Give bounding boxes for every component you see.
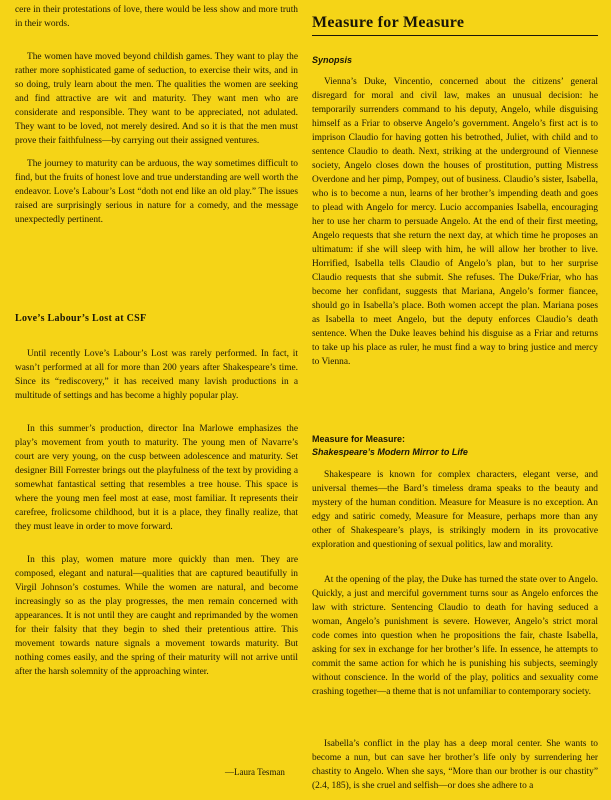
section-heading-2-line2: Shakespeare’s Modern Mirror to Life: [312, 447, 468, 457]
left-section-heading: Love’s Labour’s Lost at CSF: [15, 313, 147, 324]
left-paragraph-1: cere in their protestations of love, there would be less show and more truth in their words.: [15, 5, 298, 29]
synopsis-heading: Synopsis: [312, 55, 353, 65]
right-paragraph-2: Shakespeare is known for complex characters, elegant verse, and universal themes—the Bard’s timeless drama speaks to the beauty and mystery of the human condition. Measure for Measure is no exception. An edgy and satiric comedy, Measure for Measure, perhaps more than any other of Shakespeare’s plays, is strikingly modern in its provocative exploration and questioning of sexual politics, law and morality.: [312, 470, 598, 550]
section-heading-2: [312, 433, 468, 459]
right-paragraph-4: Isabella’s conflict in the play has a deep moral center. She wants to become a nun, but can save her brother’s life only by surrendering her chastity to Angelo. When she says, “More than our brother is our chastity” (2.4, 185), is she cruel and selfish—or does she adhere to a: [312, 739, 598, 791]
page-title: Measure for Measure: [312, 14, 598, 36]
synopsis-paragraph: Vienna’s Duke, Vincentio, concerned about the citizens’ general disregard for moral and civil law, makes an unusual decision: he temporarily surrenders command to his deputy, Angelo, while disguising himself as a Friar to observe Angelo’s government. Angelo’s first act is to imprison Claudio for having gotten his betrothed, Juliet, with child and to sentence Claudio to death. Next, striking at the underground of Viennese society, Angelo closes down the houses of prostitution, putting Mistress Overdone and her pimp, Pompey, out of business. Claudio’s sister, Isabella, who is to become a nun, learns of her brother’s impending death and goes to plead with Angelo for mercy. Lucio accompanies Isabella, encouraging her to use her charm to persuade Angelo. At the end of their first meeting, Angelo requests that she return the next day, at which time he proposes an ultimatum: if she will sleep with him, he will allow her brother to live. Horrified, Isabella tells Claudio of Angelo’s plan, but to her surprise Claudio requests that she submit. She refuses. The Duke/Friar, who has become her confidant, suggests that Mariana, Angelo’s former fiancee, should go in Isabella’s place. Both women accept the plan. Mariana poses as Isabella to meet Angelo, but the deputy enforces Claudio’s death sentence. When the Duke leaves behind his disguise as a Friar and returns to take up his place as ruler, he must find a way to bring justice and mercy to Vienna.: [312, 77, 598, 367]
left-paragraph-6: In this play, women mature more quickly than men. They are composed, elegant and natural—qualities that are captured beautifully in Virgil Johnson’s costumes. While the women are natural, and become increasingly so as the play progresses, the men remain concerned with appearances. It is not until they are caught and reprimanded by the women for their falsity that they begin to shed their pretentious attire. This movement towards nature signals a movement towards maturity. But nothing comes easily, and the spring of their maturity will not arrive until after the harsh solemnity of the approaching winter.: [15, 555, 298, 677]
left-paragraph-2: The women have moved beyond childish games. They want to play the rather more sophisticated game of seduction, to exercise their wits, and in so doing, truly learn about the men. The qualities the women are seeking and find attractive are wit and maturity. They want men who are considerate and responsible. They want to be appreciated, not adulated. They want to be loved, not merely desired. And so it is that the men must prove their faithfulness—by carrying out their assigned ventures.: [15, 52, 298, 146]
section-heading-2-line1: Measure for Measure:: [312, 434, 406, 444]
left-paragraph-5: In this summer’s production, director Ina Marlowe emphasizes the play’s movement from youth to maturity. The young men of Navarre’s court are very young, on the cusp between adolescence and maturity. Set designer Bill Forrester brings out the playfulness of the text by providing a somewhat fantastical setting that resembles a tree house. This space is where the young men feel most at ease, most familiar. It represents their carefree, frolicsome childhood, but it is a place, they finally realize, that they must leave in order to move forward.: [15, 424, 298, 532]
right-paragraph-3: At the opening of the play, the Duke has turned the state over to Angelo. Quickly, a just and merciful government turns sour as Angelo enforces the law with stricture. Sentencing Claudio to death for having seduced a woman, Angelo’s punishment is severe. However, Angelo’s strict moral code comes into question when he propositions the fair, chaste Isabella, asking for sex in exchange for her brother’s life. In essence, he attempts to commit the same action for which he is punishing his subjects, seemingly without conscience. In the world of the play, politics and sexuality come crashing together—a theme that is not unfamiliar to contemporary society.: [312, 575, 598, 697]
left-paragraph-3: The journey to maturity can be arduous, the way sometimes difficult to find, but the fruits of honest love and true understanding are well worth the endeavor. Love’s Labour’s Lost “doth not end like an old play.” The issues raised are surprisingly serious in nature for a comedy, and the message unexpectedly pertinent.: [15, 159, 298, 225]
author-signature: —Laura Tesman: [225, 767, 285, 777]
left-paragraph-4: Until recently Love’s Labour’s Lost was rarely performed. In fact, it wasn’t performed at all for more than 200 years after Shakespeare’s time. Since its “rediscovery,” it has received many lavish productions in a multitude of settings and has become a highly popular play.: [15, 349, 298, 401]
